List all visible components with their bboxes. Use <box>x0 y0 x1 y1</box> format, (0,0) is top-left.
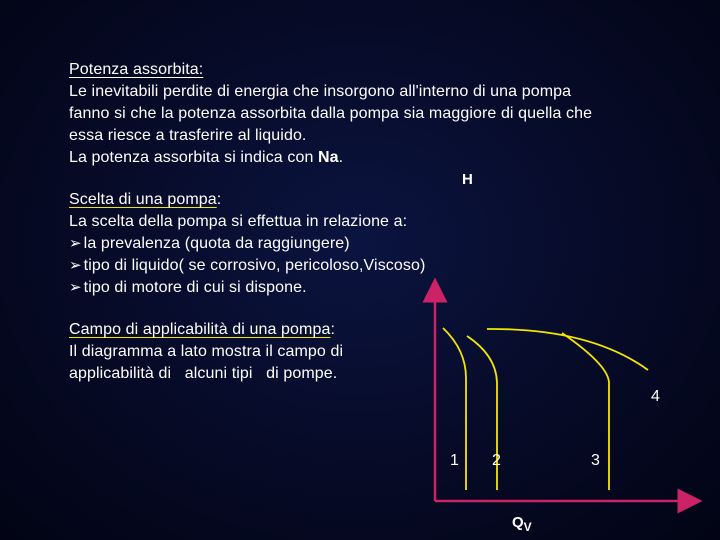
paragraph-line: Le inevitabili perdite di energia che insorgono all'interno di una pompa <box>69 83 572 100</box>
curve-label-1: 1 <box>450 452 459 469</box>
bullet-text: tipo di liquido( se corrosivo, pericoloso,Viscoso) <box>83 257 426 274</box>
arrow-right-icon: ➢ <box>69 235 82 252</box>
bullet-text: tipo di motore di cui si dispone. <box>83 279 307 296</box>
paragraph-line: fanno si che la potenza assorbita dalla pompa sia maggiore di quella che <box>69 105 593 122</box>
section-title-scelta-text: Scelta di una pompa <box>69 191 217 208</box>
na-text-suffix: . <box>338 149 344 166</box>
section-title-scelta-colon: : <box>216 191 222 208</box>
section-title-potenza: Potenza assorbita: <box>69 61 204 78</box>
paragraph-line: Il diagramma a lato mostra il campo di <box>69 343 344 360</box>
y-axis-label: H <box>462 171 473 188</box>
section-title-campo-colon: : <box>330 321 335 338</box>
arrow-right-icon: ➢ <box>69 257 82 274</box>
x-axis-label <box>512 514 532 534</box>
na-text-prefix: La potenza assorbita si indica con <box>69 149 318 166</box>
curve-label-2: 2 <box>492 452 501 469</box>
pump-curve-4 <box>487 329 648 370</box>
section-intro: La scelta della pompa si effettua in relazione a: <box>69 213 408 230</box>
na-symbol: Na <box>317 149 339 166</box>
arrow-right-icon: ➢ <box>69 279 82 296</box>
paragraph-line: essa riesce a trasferire al liquido. <box>69 127 307 144</box>
curve-label-3: 3 <box>591 452 600 469</box>
x-axis-label-main: Q <box>512 514 524 531</box>
bullet-text: la prevalenza (quota da raggiungere) <box>83 235 350 252</box>
section-title-campo-text: Campo di applicabilità di una pompa <box>69 321 331 338</box>
curve-label-4: 4 <box>651 388 660 405</box>
x-axis-label-subscript: V <box>523 520 532 534</box>
pump-curve-3 <box>562 333 609 490</box>
paragraph-line: applicabilità di alcuni tipi di pompe. <box>69 365 338 382</box>
